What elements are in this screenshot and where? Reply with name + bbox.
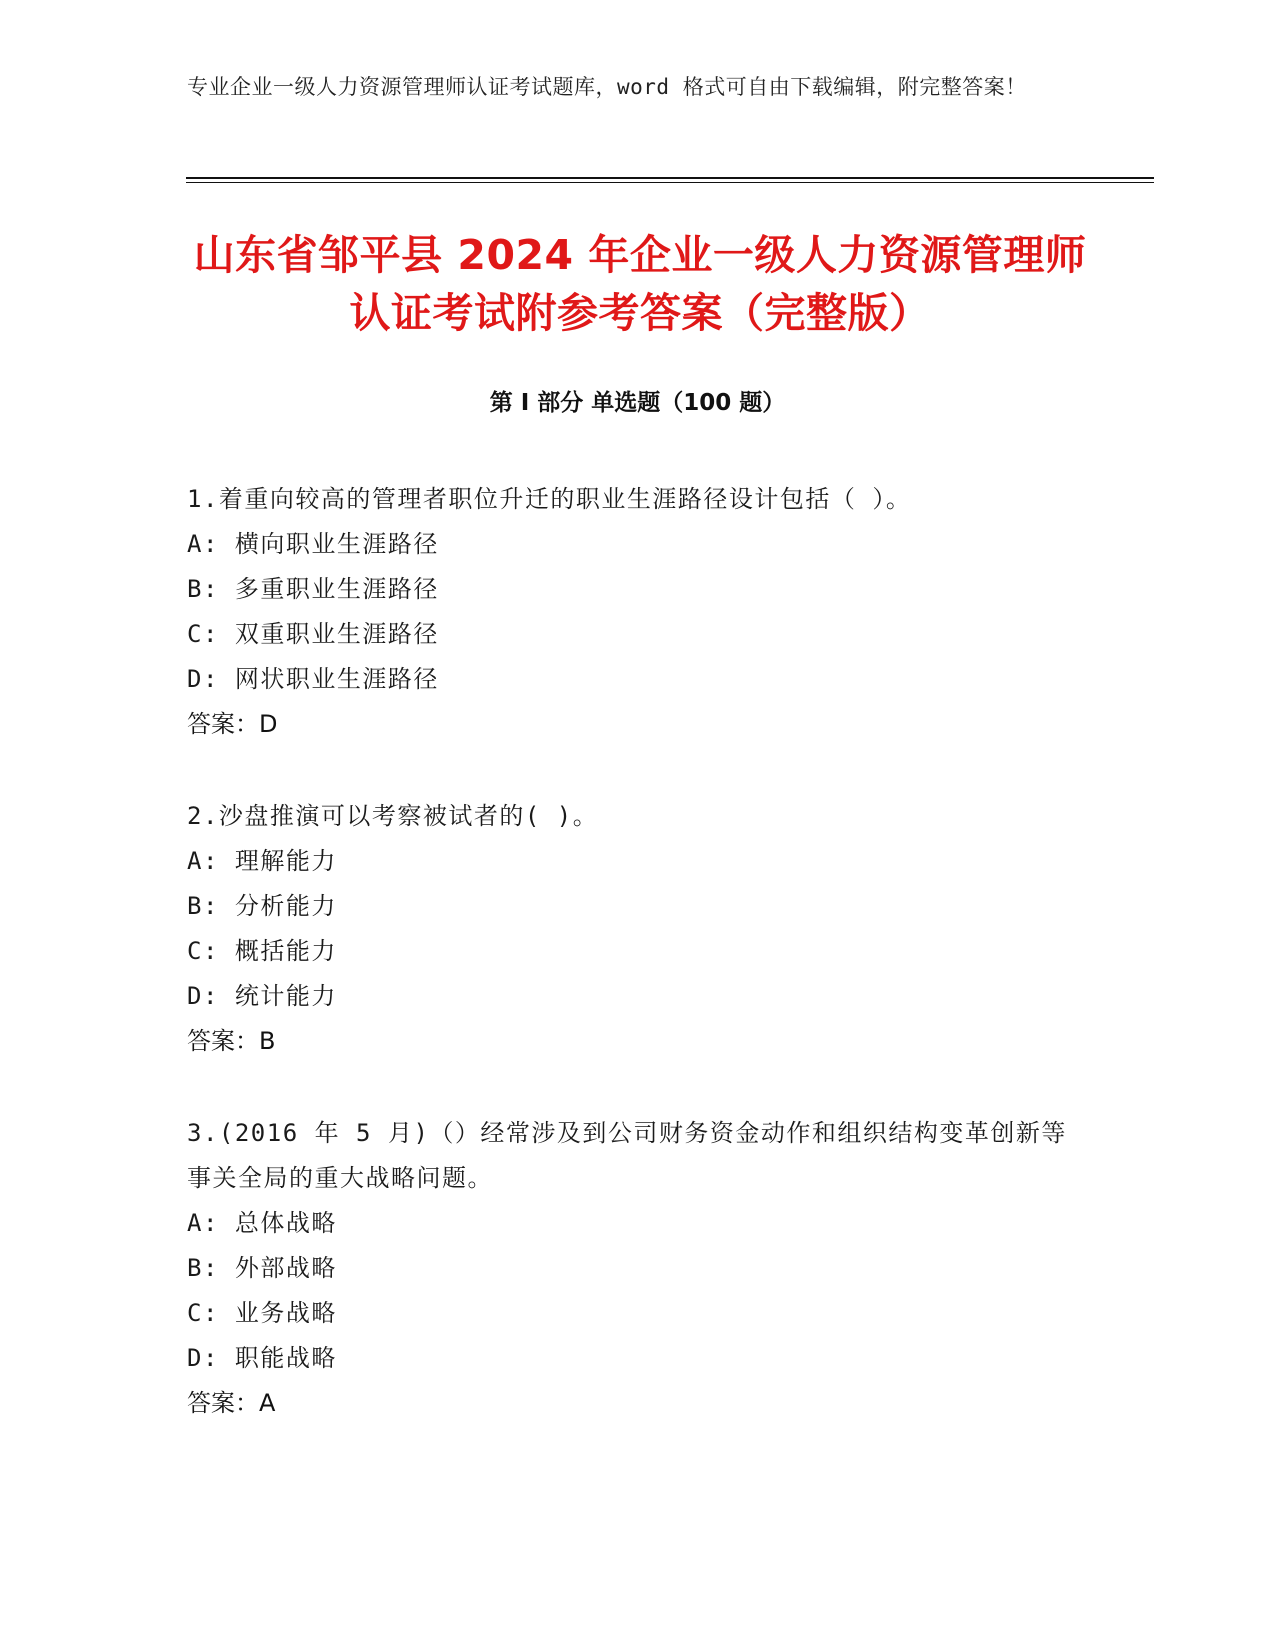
option-label: C:: [187, 1299, 219, 1327]
option-label: A:: [187, 847, 219, 875]
option-a: [187, 839, 1087, 884]
option-label: A:: [187, 530, 219, 558]
question-stem: 2.沙盘推演可以考察被试者的( )。: [187, 802, 599, 830]
option-label: B:: [187, 575, 219, 603]
answer-line: 答案：A: [187, 1389, 276, 1417]
question-3: [187, 1111, 1087, 1426]
answer-line: 答案：B: [187, 1027, 276, 1055]
option-text: 横向职业生涯路径: [234, 530, 439, 558]
option-text: 理解能力: [234, 847, 337, 875]
option-text: 双重职业生涯路径: [234, 620, 439, 648]
option-b: [187, 1246, 1087, 1291]
option-label: B:: [187, 892, 219, 920]
question-2: [187, 794, 1087, 1064]
option-label: C:: [187, 620, 219, 648]
option-d: [187, 974, 1087, 1019]
option-text: 多重职业生涯路径: [234, 575, 439, 603]
option-c: [187, 612, 1087, 657]
option-a: [187, 522, 1087, 567]
question-list: [187, 477, 1087, 1473]
option-c: [187, 929, 1087, 974]
option-label: B:: [187, 1254, 219, 1282]
option-a: [187, 1201, 1087, 1246]
question-stem: 1.着重向较高的管理者职位升迁的职业生涯路径设计包括（ ）。: [187, 485, 912, 513]
option-d: [187, 1336, 1087, 1381]
option-d: [187, 657, 1087, 702]
option-text: 统计能力: [234, 982, 337, 1010]
question-1: [187, 477, 1087, 747]
answer-line: 答案：D: [187, 710, 278, 738]
option-label: D:: [187, 982, 219, 1010]
header-note: 专业企业一级人力资源管理师认证考试题库，word 格式可自由下载编辑，附完整答案！: [187, 75, 1027, 99]
option-text: 业务战略: [234, 1299, 337, 1327]
option-c: [187, 1291, 1087, 1336]
option-text: 网状职业生涯路径: [234, 665, 439, 693]
section-title: 第 I 部分 单选题（100 题）: [489, 390, 786, 416]
option-text: 职能战略: [234, 1344, 337, 1372]
option-text: 外部战略: [234, 1254, 337, 1282]
document-title: 山东省邹平县 2024 年企业一级人力资源管理师认证考试附参考答案（完整版）: [193, 231, 1087, 337]
option-text: 概括能力: [234, 937, 337, 965]
option-label: D:: [187, 1344, 219, 1372]
option-b: [187, 884, 1087, 929]
question-stem: 3.(2016 年 5 月)（）经常涉及到公司财务资金动作和组织结构变革创新等事关全局的重大战略问题。: [187, 1119, 1067, 1192]
option-label: A:: [187, 1209, 219, 1237]
option-b: [187, 567, 1087, 612]
option-label: C:: [187, 937, 219, 965]
header-divider-thick: [186, 177, 1154, 179]
option-label: D:: [187, 665, 219, 693]
header-divider-thin: [186, 182, 1154, 183]
option-text: 总体战略: [234, 1209, 337, 1237]
option-text: 分析能力: [234, 892, 337, 920]
